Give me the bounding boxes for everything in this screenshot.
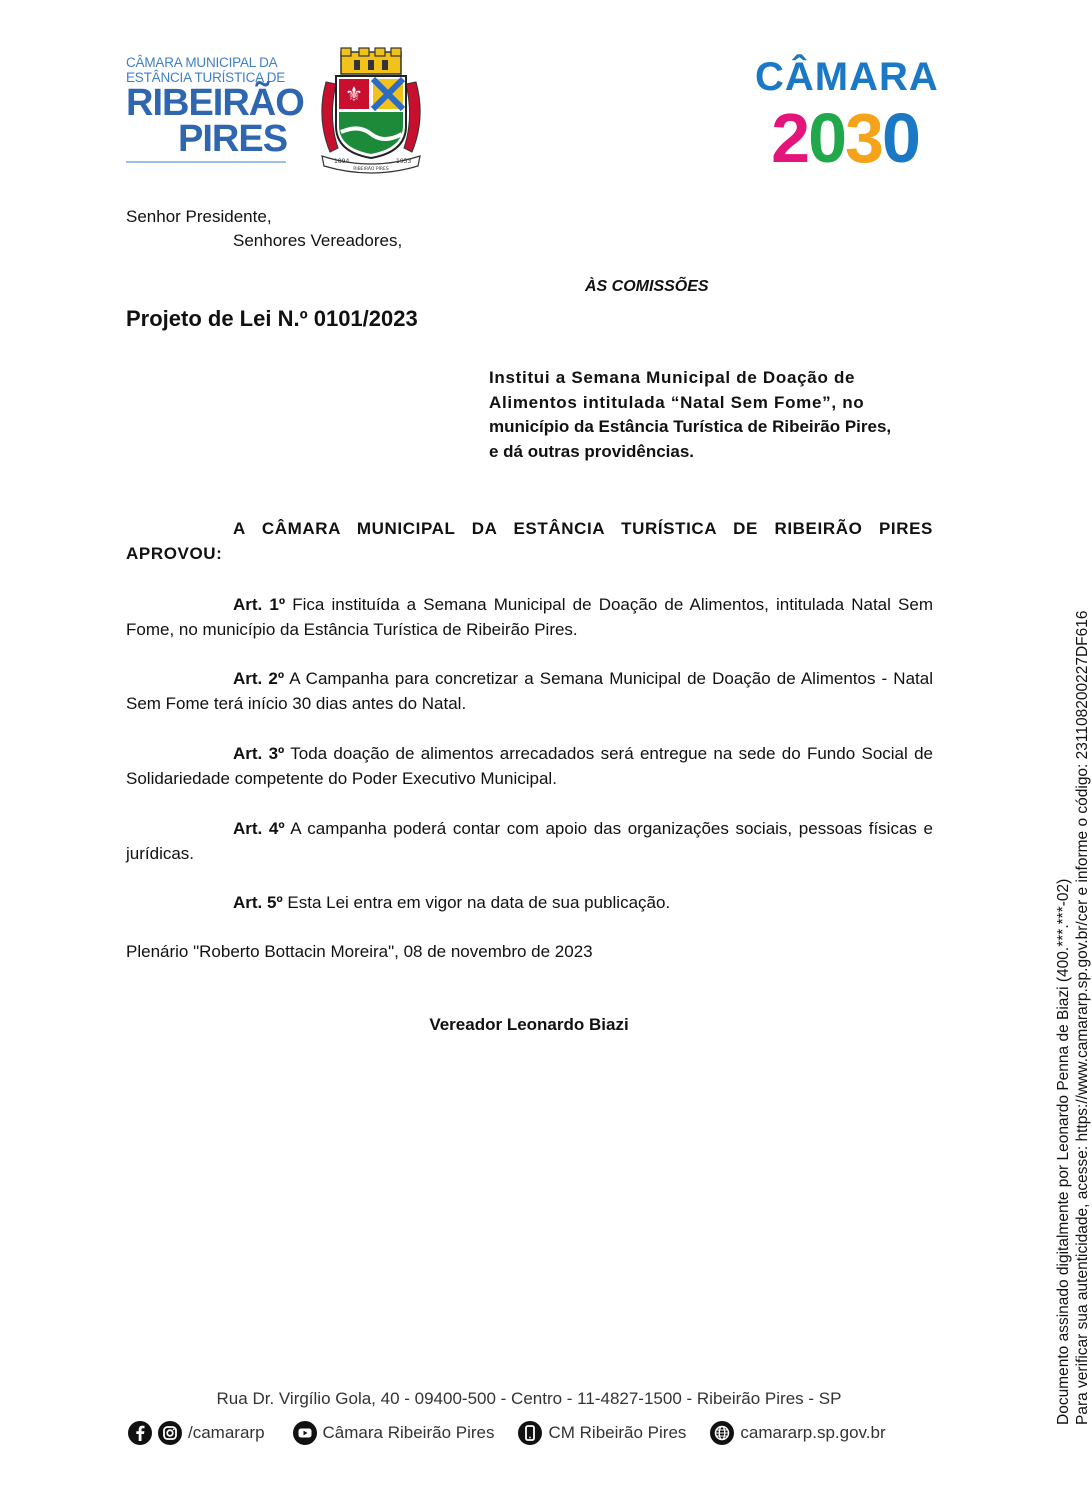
article-3-ordinal: º <box>278 744 285 763</box>
footer-social-bar <box>128 1419 938 1447</box>
social-handle: /camararp <box>188 1423 265 1442</box>
article-2-text: A Campanha para concretizar a Semana Municipal de Doação de Alimentos - Natal Sem Fome terá início 30 dias antes do Natal. <box>126 669 933 713</box>
article-4-ordinal: º <box>278 819 285 838</box>
article-1-text: Fica instituída a Semana Municipal de Doação de Alimentos, intitulada Natal Sem Fome, no município da Estância Turística de Ribeirão Pires. <box>126 595 933 639</box>
website-group[interactable] <box>710 1421 885 1445</box>
svg-text:⚜: ⚜ <box>345 82 363 106</box>
article-3-label: Art. 3 <box>233 744 279 763</box>
summary-line-1: Institui a Semana Municipal de Doação de <box>489 368 856 387</box>
article-5 <box>126 890 933 915</box>
coat-motto: RIBEIRÃO PIRES <box>353 167 389 172</box>
article-2-ordinal: º <box>277 669 285 688</box>
chamber-logo <box>126 55 304 163</box>
article-5-text: Esta Lei entra em vigor na data de sua publicação. <box>282 893 671 912</box>
youtube-channel: Câmara Ribeirão Pires <box>322 1423 495 1442</box>
digit-3: 3 <box>845 99 882 177</box>
article-3 <box>126 741 933 791</box>
signer-block <box>0 1015 1058 1035</box>
article-1 <box>126 592 933 642</box>
app-group[interactable] <box>518 1421 686 1445</box>
summary-line-2: Alimentos intitulada “Natal Sem Fome”, no <box>489 392 865 412</box>
globe-icon <box>710 1421 734 1445</box>
salutation-councillors: Senhores Vereadores, <box>233 231 403 250</box>
article-4-text: A campanha poderá contar com apoio das organizações sociais, pessoas físicas e jurídicas. <box>126 819 933 863</box>
salutation-president: Senhor Presidente, <box>126 207 272 226</box>
enactment-text: A CÂMARA MUNICIPAL DA ESTÂNCIA TURÍSTICA DE RIBEIRÃO PIRES APROVOU: <box>126 519 933 563</box>
facebook-icon <box>128 1421 152 1445</box>
article-5-label: Art. 5 <box>233 893 277 912</box>
article-1-label: Art. 1 <box>233 595 279 614</box>
bill-summary <box>489 366 933 464</box>
destination-label: ÀS COMISSÕES <box>585 278 709 295</box>
instagram-icon <box>158 1421 182 1445</box>
page-title: Projeto de Lei N.º 0101/2023 <box>126 306 418 331</box>
logo-line-2: ESTÂNCIA TURÍSTICA DE <box>126 70 286 85</box>
website-url: camararp.sp.gov.br <box>740 1423 886 1442</box>
article-2-label: Art. 2 <box>233 669 278 688</box>
signature-line-2: Para verificar sua autenticidade, acesse: https://www.camararp.sp.gov.br/cer e informe o código: 231108200227DF616 <box>1074 610 1091 1425</box>
app-name: CM Ribeirão Pires <box>548 1423 687 1442</box>
article-5-ordinal: º <box>276 893 283 912</box>
digit-2: 2 <box>771 99 809 177</box>
article-1-ordinal: º <box>278 595 286 614</box>
coat-of-arms-icon <box>314 48 428 174</box>
camara-2030-digits <box>755 99 935 177</box>
digit-0b: 0 <box>881 99 919 177</box>
camara-2030-logo <box>755 55 939 177</box>
article-2 <box>126 666 933 716</box>
summary-line-4: e dá outras providências. <box>489 441 695 461</box>
logo-line-3: RIBEIRÃO <box>126 82 304 124</box>
place-and-date: Plenário "Roberto Bottacin Moreira", 08 de novembro de 2023 <box>126 942 593 961</box>
article-4 <box>126 816 933 866</box>
enactment-clause <box>126 516 933 566</box>
coat-year-right: 1953 <box>396 158 412 165</box>
footer-address: Rua Dr. Virgílio Gola, 40 - 09400-500 - Centro - 11-4827-1500 - Ribeirão Pires - SP <box>216 1389 842 1408</box>
signature-line-1: Documento assinado digitalmente por Leonardo Penna de Biazi (400.***.***-02) <box>1055 878 1072 1425</box>
logo-line-1: CÂMARA MUNICIPAL DA <box>126 55 278 70</box>
youtube-group[interactable] <box>293 1421 495 1445</box>
camara-2030-top: CÂMARA <box>755 55 939 99</box>
youtube-icon <box>293 1421 317 1445</box>
logo-underline <box>126 161 286 163</box>
social-handle-group[interactable] <box>128 1421 265 1445</box>
digit-0: 0 <box>808 99 845 177</box>
signer-name: Vereador Leonardo Biazi <box>429 1015 629 1034</box>
article-3-text: Toda doação de alimentos arrecadados será entregue na sede do Fundo Social de Solidariedade competente do Poder Executivo Municipal. <box>126 744 933 788</box>
article-4-label: Art. 4 <box>233 819 279 838</box>
digital-signature-note <box>1054 485 1092 1425</box>
phone-icon <box>518 1421 542 1445</box>
summary-line-3: município da Estância Turística de Ribeirão Pires, <box>489 417 892 436</box>
logo-line-4: PIRES <box>178 118 288 160</box>
coat-year-left: 1894 <box>334 158 350 165</box>
